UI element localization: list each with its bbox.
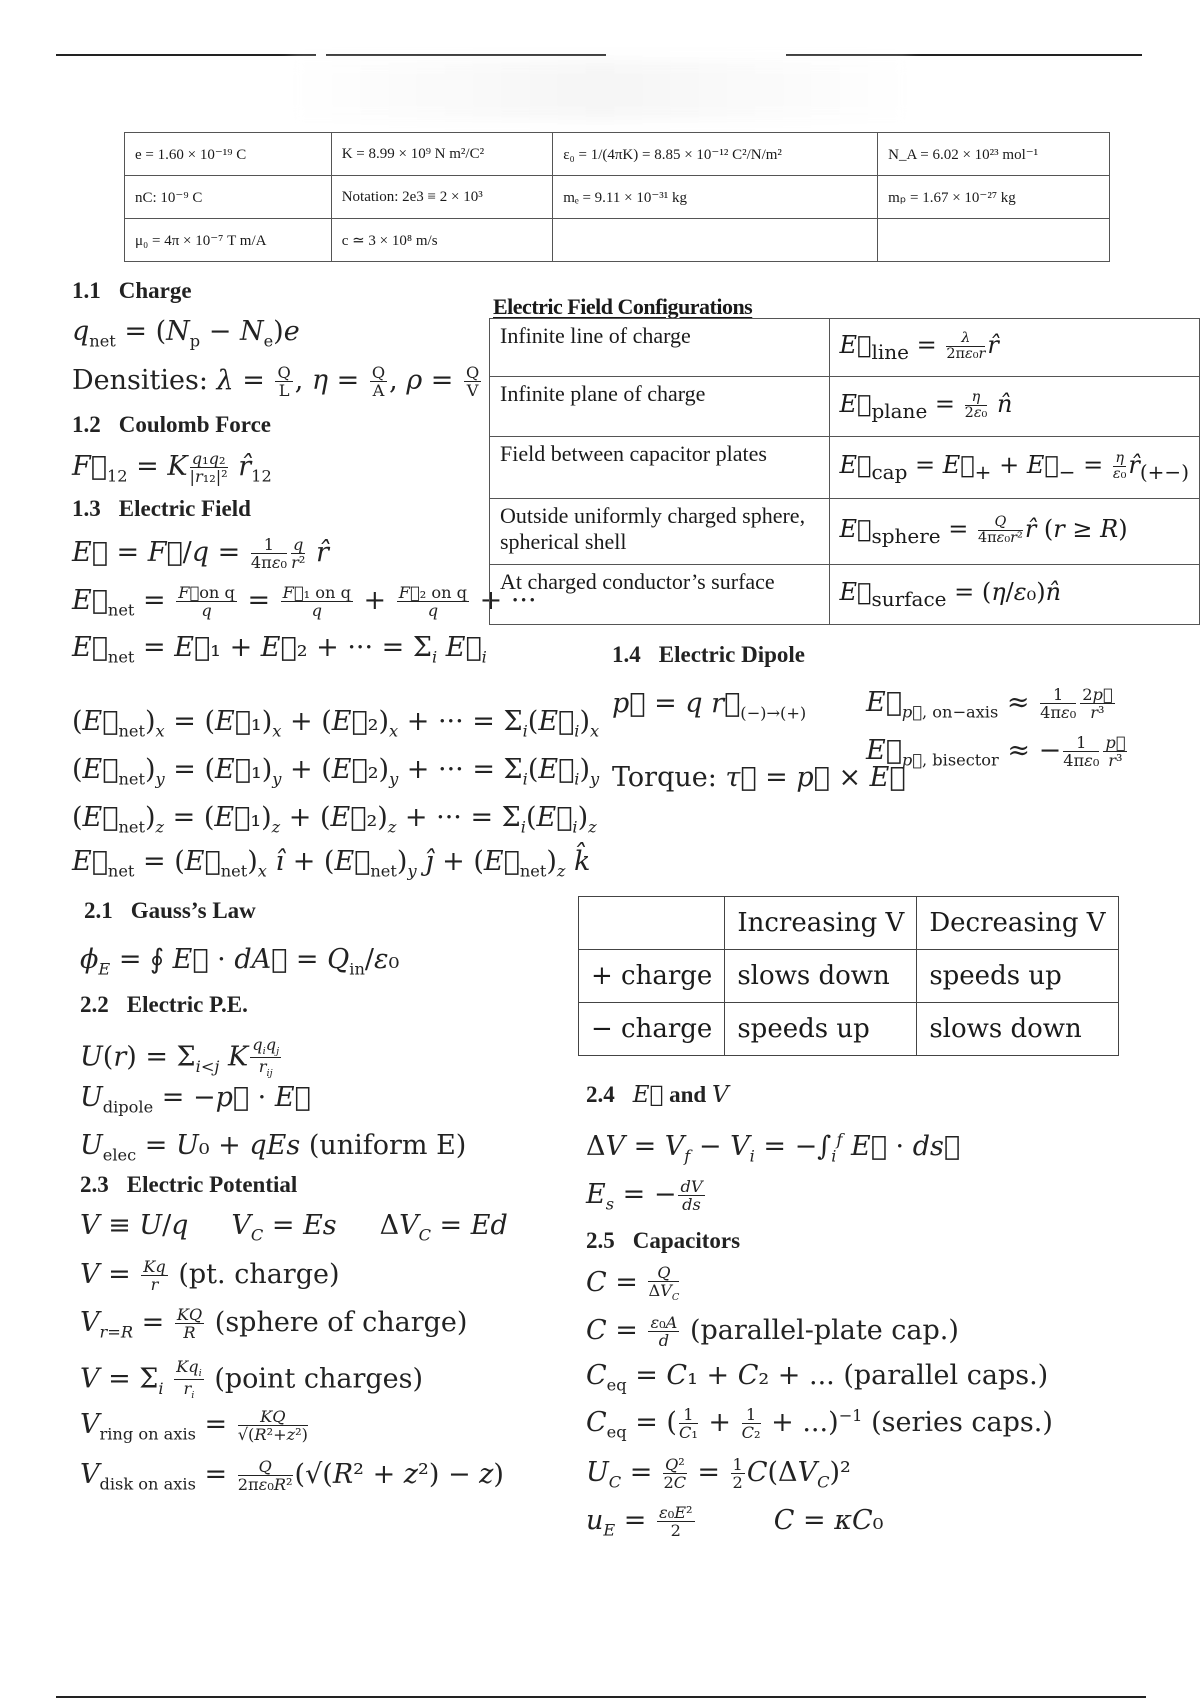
vtab-cell: speeds up [725, 1003, 917, 1056]
eq-cap-plate: C = $\frac{\text{ε₀A}}{d}$ (parallel-plate cap.) [586, 1313, 959, 1350]
const-cell: Notation: 2e3 ≡ 2 × 10³ [331, 176, 553, 219]
vtab-header: Decreasing V [917, 897, 1118, 950]
vtab-cell: speeds up [917, 950, 1118, 1003]
efc-formula-sphere: $E⃗_{sphere}$ = $\frac{Q}{\text{4πε₀r²}}$ r̂ (r ≥ R) [829, 499, 1199, 565]
section-heading: 2.5 Capacitors [586, 1228, 741, 1253]
eq-cap-parallel: $C_{eq} = C_1 + C_2$ + ... (parallel caps.) [586, 1360, 1049, 1395]
vtab-header: Increasing V [725, 897, 917, 950]
section-heading: 1.3 Electric Field [72, 496, 251, 521]
eq-field-net: $E⃗_{net}$ = $\frac{\text{F⃗on q}}{q}$ = $\frac{\text{F⃗₁ on q}}{q}$ + $\frac{\text{F⃗₂ on q}}{q}$ + ··· [72, 583, 537, 620]
efc-label: At charged conductor’s surface [490, 565, 830, 625]
eq-field-def: E⃗ = F⃗/q = $\frac{1}{\text{4πε₀}}$ $\frac{q}{\text{r²}}$ r̂ [72, 535, 329, 572]
eq-dipole-axis: $E⃗_{p⃗, on-axis}$ ≈ $\frac{1}{\text{4πε₀}}$ $\frac{2p⃗}{\text{r³}}$ [866, 685, 1113, 722]
eq-energy-density: $u_E$ = $\frac{\text{ε₀E²}}{2}$ C = κC₀ [586, 1503, 884, 1540]
eq-potential-point: V = $\frac{Kq}{r}$ (pt. charge) [80, 1257, 340, 1294]
eq-potential-def: V ≡ U/q $V_C = Es$ $\Delta V_C = Ed$ [80, 1210, 508, 1245]
eq-potential-sphere: $V_{r=R}$ = $\frac{KQ}{R}$ (sphere of charge) [80, 1305, 468, 1342]
eq-dipole-moment: p⃗ = q $r⃗_{(-)\to(+)}$ [612, 688, 807, 723]
faded-header-area [290, 60, 910, 120]
eq-densities: Densities: λ = $\frac{Q}{L}$ , η = $\frac{Q}{A}$ , ρ = $\frac{Q}{V}$ [72, 363, 480, 400]
eq-cap-series: $C_{eq}$ = ( $\frac{1}{\text{C₁}}$ + $\frac{1}{\text{C₂}}$ + ...)$^{-1}$ (series caps.) [586, 1405, 1053, 1442]
eq-gauss: $\phi_E$ = ∮ E⃗ · dA⃗ = $Q_{in}/\varepsilon_0$ [80, 944, 400, 979]
eq-es: $E_s$ = − $\frac{dV}{ds}$ [586, 1177, 703, 1214]
eq-field-components: $E⃗_{net}$ = $(E⃗_{net})_x$ î + $(E⃗_{net})_y$ ĵ + $(E⃗_{net})_z$ k̂ [72, 846, 591, 881]
section-heading: 2.4 E⃗ and V [586, 1082, 729, 1108]
vtab-header [579, 897, 725, 950]
eq-pe-dipole: $U_{dipole}$ = −p⃗ · E⃗ [80, 1082, 311, 1117]
efc-formula-surface: $E⃗_{surface}$ = (η/ε₀)n̂ [829, 565, 1199, 625]
section-heading: 2.3 Electric Potential [80, 1172, 298, 1197]
efc-label: Infinite plane of charge [490, 377, 830, 437]
vtab-cell: − charge [579, 1003, 725, 1056]
efc-table [489, 318, 1200, 625]
eq-field-z: $(E⃗_{net})_z$ = $(E⃗_1)_z$ + $(E⃗_2)_z$ + ··· = $\Sigma_i(E⃗_i)_z$ [72, 802, 597, 837]
efc-label: Field between capacitor plates [490, 437, 830, 499]
efc-title: Electric Field Configurations [493, 294, 753, 319]
vtab-cell: + charge [579, 950, 725, 1003]
const-cell: mₑ = 9.11 × 10⁻³¹ kg [553, 176, 878, 219]
efc-label: Outside uniformly charged sphere, spherical shell [490, 499, 830, 565]
section-heading: 1.2 Coulomb Force [72, 412, 272, 437]
section-heading: 1.4 Electric Dipole [612, 642, 806, 667]
potential-motion-table [578, 896, 1119, 1056]
const-cell: N_A = 6.02 × 10²³ mol⁻¹ [878, 133, 1110, 176]
eq-cap-def: C = $\frac{Q}{\Delta V_C}$ [586, 1263, 680, 1304]
eq-field-x: $(E⃗_{net})_x$ = $(E⃗_1)_x$ + $(E⃗_2)_x$ + ··· = $\Sigma_i(E⃗_i)_x$ [72, 706, 600, 741]
efc-formula-line: $E⃗_{line}$ = $\frac{\lambda}{\text{2πε₀r}}$ r̂ [829, 319, 1199, 377]
footer-rule [56, 1696, 1146, 1698]
const-cell [878, 219, 1110, 262]
eq-qnet: $q_{net} = (N_p - N_e)e$ [72, 316, 300, 351]
const-cell: e = 1.60 × 10⁻¹⁹ C [125, 133, 332, 176]
eq-potential-disk: $V_{disk on axis}$ = $\frac{Q}{\text{2πε₀R²}}$ (√(R² + z²) − z) [80, 1457, 504, 1494]
eq-field-y: $(E⃗_{net})_y$ = $(E⃗_1)_y$ + $(E⃗_2)_y$ + ··· = $\Sigma_i(E⃗_i)_y$ [72, 754, 600, 789]
section-heading: 2.2 Electric P.E. [80, 992, 248, 1017]
efc-formula-cap: $E⃗_{cap}$ = $E⃗_+$ + $E⃗_-$ = $\frac{\eta}{\text{ε₀}}$ $r̂_{(+-)}$ [829, 437, 1199, 499]
eq-potential-sum: $V = \Sigma_i$ $\frac{Kq_i}{r_i}$ (point charges) [80, 1357, 424, 1402]
eq-delta-v: $\Delta V = V_f - V_i = -\int_i^f$ E⃗ · ds⃗ [586, 1130, 961, 1166]
const-cell: c ≃ 3 × 10⁸ m/s [331, 219, 553, 262]
eq-cap-energy: $U_C$ = $\frac{\text{Q²}}{2C}$ = $\frac{1}{2}$ $C(\Delta V_C)^2$ [586, 1455, 851, 1492]
eq-dipole-bisector: $E⃗_{p⃗, bisector}$ ≈ − $\frac{1}{\text{4πε₀}}$ $\frac{p⃗}{\text{r³}}$ [866, 733, 1126, 770]
eq-pe-uniform: $U_{elec} = U_0$ + qEs (uniform E) [80, 1130, 467, 1165]
vtab-cell: slows down [725, 950, 917, 1003]
section-heading: 1.1 Charge [72, 278, 192, 303]
header-rule-mid [326, 54, 606, 56]
efc-label: Infinite line of charge [490, 319, 830, 377]
const-cell [553, 219, 878, 262]
vtab-cell: slows down [917, 1003, 1118, 1056]
header-rule-right [786, 54, 1142, 56]
eq-torque: Torque: τ⃗ = p⃗ × E⃗ [612, 762, 906, 793]
const-cell: K = 8.99 × 10⁹ N m²/C² [331, 133, 553, 176]
eq-pe-sum: $U(r) = \Sigma_{i<j}$ K $\frac{q_iq_j}{r_{ij}}$ [80, 1035, 280, 1080]
section-heading: 2.1 Gauss’s Law [84, 898, 256, 923]
const-cell: μ₀ = 4π × 10⁻⁷ T m/A [125, 219, 332, 262]
eq-field-sum: $E⃗_{net}$ = E⃗₁ + E⃗₂ + ··· = $\Sigma_i$ $E⃗_i$ [72, 632, 487, 667]
header-rule-left [56, 54, 316, 56]
eq-coulomb: $F⃗_{12} = K$ $\frac{\text{q₁q₂}}{\text{|r₁₂|²}}$ $r̂_{12}$ [72, 449, 272, 486]
constants-table [124, 132, 1110, 262]
eq-potential-ring: $V_{ring on axis}$ = $\frac{KQ}{\text{√(R²+z²)}}$ [80, 1407, 308, 1444]
const-cell: ε₀ = 1/(4πK) = 8.85 × 10⁻¹² C²/N/m² [553, 133, 878, 176]
const-cell: mₚ = 1.67 × 10⁻²⁷ kg [878, 176, 1110, 219]
efc-formula-plane: $E⃗_{plane}$ = $\frac{\eta}{\text{2ε₀}}$ n̂ [829, 377, 1199, 437]
const-cell: nC: 10⁻⁹ C [125, 176, 332, 219]
